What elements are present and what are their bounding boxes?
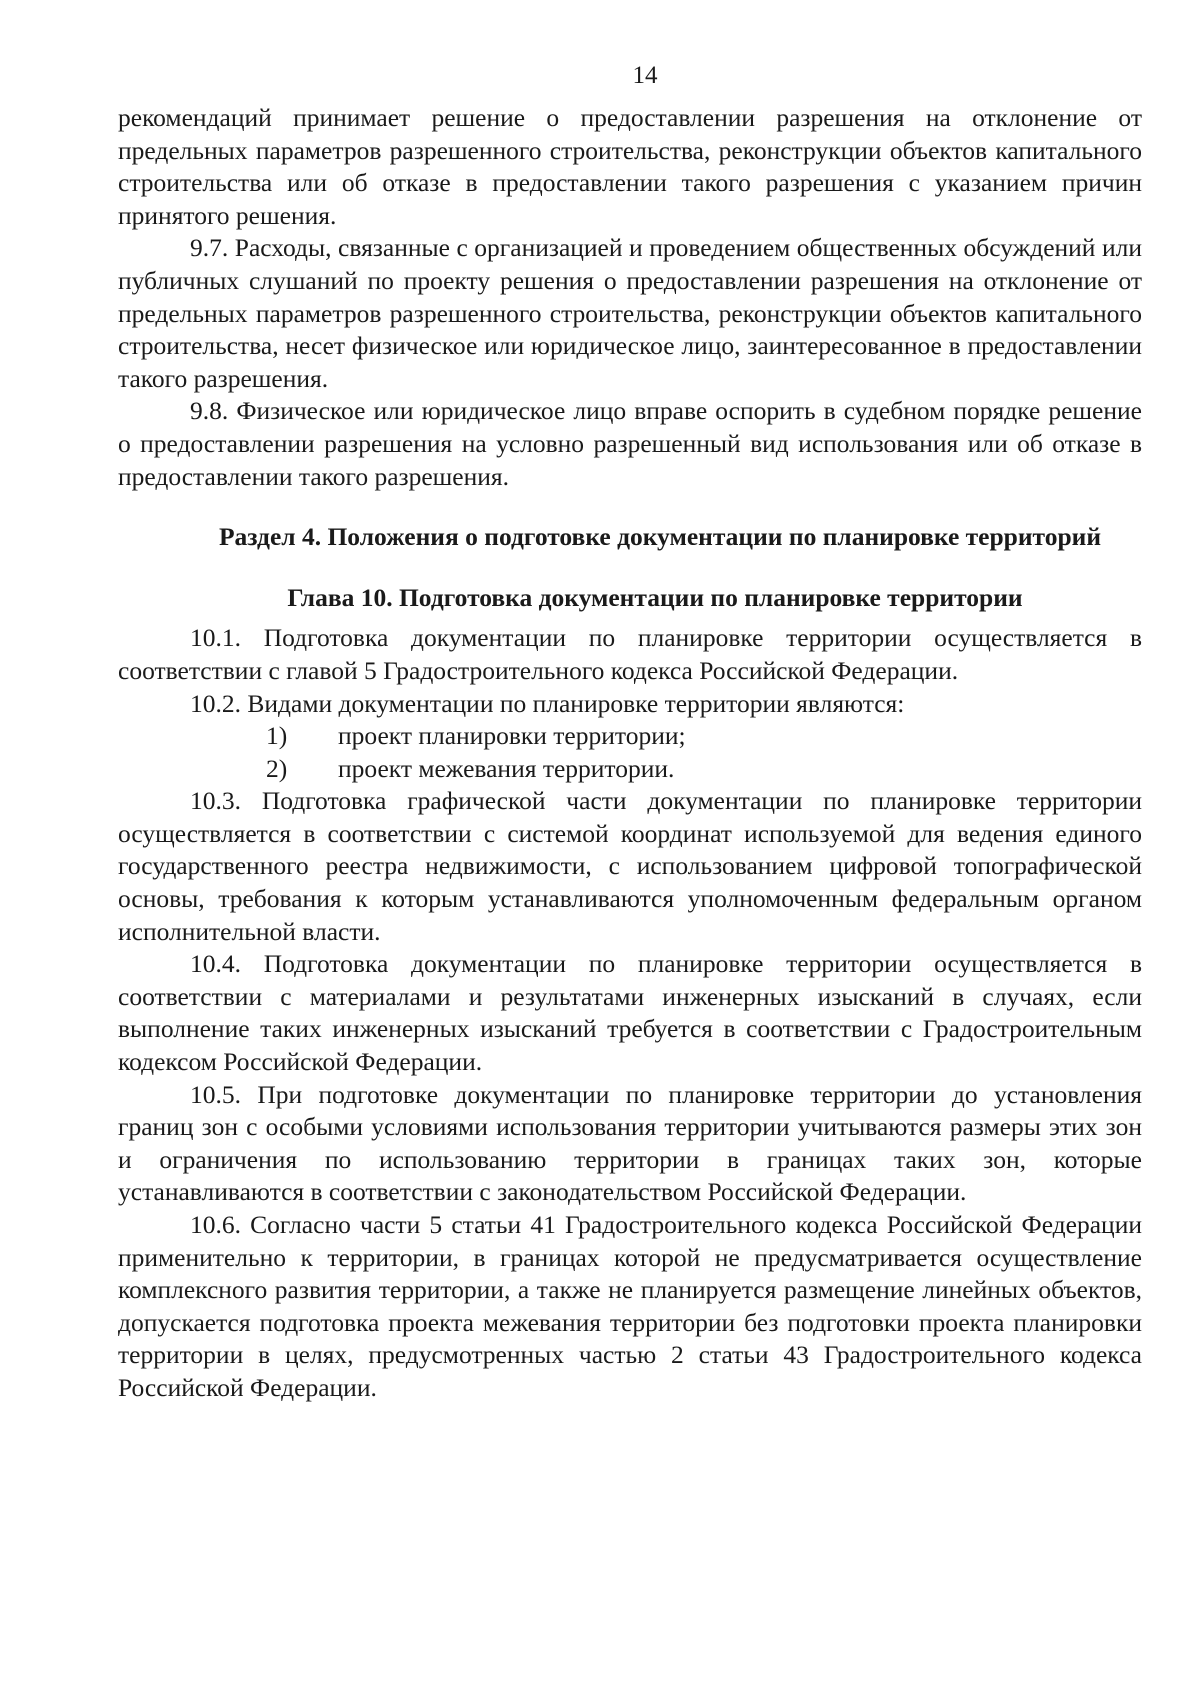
paragraph-continuation: рекомендаций принимает решение о предоставлении разрешения на отклонение от предельных параметров разрешенного строительства, реконструкции объектов капитального строительства или об отказе в предоставлении такого разрешения с указанием причин принятого решения. <box>118 103 1142 230</box>
list-item-text: проект межевания территории. <box>338 753 675 783</box>
paragraph-10-3: 10.3. Подготовка графической части документации по планировке территории осуществляется в соответствии с системой координат используемой для ведения единого государственного реестра недвижимости, с использованием цифровой топографической основы, требования к которым устанавливаются уполномоченным федеральным органом исполнительной власти. <box>118 786 1142 946</box>
page-number: 14 <box>632 62 658 89</box>
document-page <box>118 58 1142 1405</box>
list-marker: 1) <box>266 721 288 751</box>
paragraph-9-8: 9.8. Физическое или юридическое лицо вправе оспорить в судебном порядке решение о предоставлении разрешения на условно разрешенный вид использования или об отказе в предоставлении такого разрешения. <box>118 396 1142 491</box>
list-marker: 2) <box>266 753 288 783</box>
paragraph-10-6: 10.6. Согласно части 5 статьи 41 Градостроительного кодекса Российской Федерации применительно к территории, в границах которой не предусматривается осуществление комплексного развития территории, а также не планируется размещение линейных объектов, допускается подготовка проекта межевания территории без подготовки проекта планировки территории в целях, предусмотренных частью 2 статьи 43 Градостроительного кодекса Российской Федерации. <box>118 1210 1142 1402</box>
paragraph-10-4: 10.4. Подготовка документации по планировке территории осуществляется в соответствии с материалами и результатами инженерных изысканий в случаях, если выполнение таких инженерных изысканий требуется в соответствии с Градостроительным кодексом Российской Федерации. <box>118 949 1142 1077</box>
paragraph-10-2: 10.2. Видами документации по планировке территории являются: <box>190 688 905 718</box>
chapter-heading: Глава 10. Подготовка документации по планировке территории <box>287 582 1023 612</box>
list-item <box>118 720 1142 753</box>
list-item-text: проект планировки территории; <box>338 721 686 751</box>
section-heading: Раздел 4. Положения о подготовке документации по планировке территорий <box>218 522 1102 552</box>
paragraph-10-1: 10.1. Подготовка документации по планировке территории осуществляется в соответствии с главой 5 Градостроительного кодекса Российской Федерации. <box>118 623 1142 685</box>
paragraph-9-7: 9.7. Расходы, связанные с организацией и проведением общественных обсуждений или публичных слушаний по проекту решения о предоставлении разрешения на отклонение от предельных параметров разрешенного строительства, реконструкции объектов капитального строительства, несет физическое или юридическое лицо, заинтересованное в предоставлении такого разрешения. <box>118 233 1142 393</box>
list-item <box>118 753 1142 786</box>
paragraph-10-5: 10.5. При подготовке документации по планировке территории до установления границ зон с особыми условиями использования территории учитываются размеры этих зон и ограничения по использованию территории в границах таких зон, которые устанавливаются в соответствии с законодательством Российской Федерации. <box>118 1079 1142 1207</box>
